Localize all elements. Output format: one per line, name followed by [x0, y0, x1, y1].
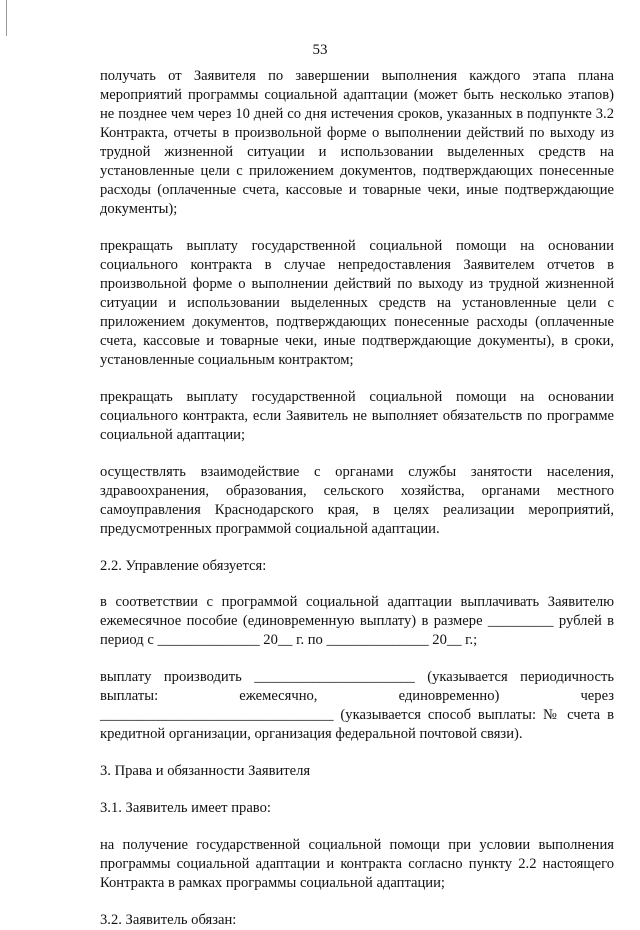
- scan-edge-mark: [6, 0, 7, 36]
- document-body: [100, 67, 614, 930]
- page-number: 53: [312, 42, 328, 58]
- section-heading-3-2: 3.2. Заявитель обязан:: [100, 912, 237, 928]
- paragraph-interaction: осуществлять взаимодействие с органами службы занятости населения, здравоохранения, образования, сельского хозяйства, органами местного самоуправления Краснодарского края, в целях реализации мероприятий, предусмотренных программой социальной адаптации.: [100, 464, 614, 537]
- paragraph-payment-method: выплату производить ______________________ (указывается периодичность выплаты: ежемесячно, единовременно) через ________________________________ (указывается способ выплаты: № счета в кредитной организации, организация федеральной почтовой связи).: [100, 669, 614, 742]
- section-heading-2-2: 2.2. Управление обязуется:: [100, 558, 267, 574]
- section-heading-3-1: 3.1. Заявитель имеет право:: [100, 800, 271, 816]
- paragraph-receive-reports: получать от Заявителя по завершении выполнения каждого этапа плана мероприятий программы социальной адаптации (может быть несколько этапов) не позднее чем через 10 дней со дня истечения сроков, указанных в подпункте 3.2 Контракта, отчеты в произвольной форме о выполнении действий по выходу из трудной жизненной ситуации и использовании выделенных средств на установленные цели с приложением документов, подтверждающих понесенные расходы (оплаченные счета, кассовые и товарные чеки, иные подтверждающие документы);: [100, 68, 614, 217]
- paragraph-monthly-allowance: в соответствии с программой социальной адаптации выплачивать Заявителю ежемесячное пособие (единовременную выплату) в размере _________ рублей в период с ______________ 20__ г. по ______________ 20__ г.;: [100, 594, 614, 648]
- paragraph-right-to-assistance: на получение государственной социальной помощи при условии выполнения программы социальной адаптации и контракта согласно пункту 2.2 настоящего Контракта в рамках программы социальной адаптации;: [100, 837, 614, 891]
- paragraph-stop-payment-obligations: прекращать выплату государственной социальной помощи на основании социального контракта, если Заявитель не выполняет обязательств по программе социальной адаптации;: [100, 389, 614, 443]
- paragraph-stop-payment-no-reports: прекращать выплату государственной социальной помощи на основании социального контракта в случае непредоставления Заявителем отчетов в произвольной форме о выполнении действий по выходу из трудной жизненной ситуации и использовании выделенных средств на установленные цели с приложением документов, подтверждающих понесенные расходы (оплаченные счета, кассовые и товарные чеки, иные подтверждающие документы), в сроки, установленные социальным контрактом;: [100, 238, 614, 368]
- section-heading-3: 3. Права и обязанности Заявителя: [100, 763, 311, 779]
